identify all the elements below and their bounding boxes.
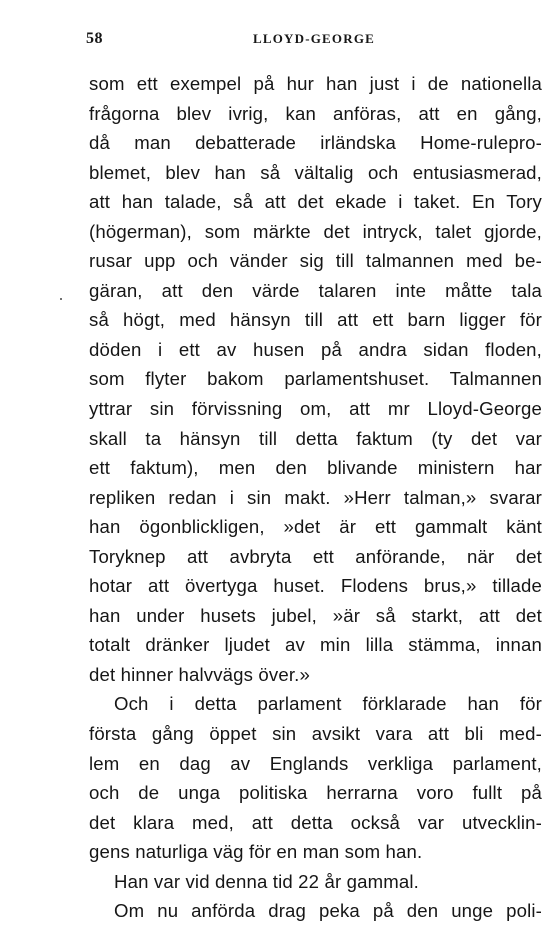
text-line: så högt, med hänsyn till att ett barn ligger för [89, 309, 542, 331]
text-line: ett faktum), men den blivande ministern har [89, 457, 542, 479]
text-line: att han talade, så att det ekade i taket. En Tory [89, 191, 542, 213]
text-line: frågorna blev ivrig, kan anföras, att en gång, [89, 102, 542, 124]
stray-ink-mark [60, 298, 62, 300]
text-line: första gång öppet sin avsikt vara att bli med- [89, 723, 542, 745]
text-line: Han var vid denna tid 22 år gammal. [114, 870, 419, 892]
text-line: yttrar sin förvissning om, att mr Lloyd-George [89, 398, 542, 420]
text-line: gens naturliga väg för en man som han. [89, 841, 423, 863]
body-text [89, 69, 542, 926]
text-line: han ögonblickligen, »det är ett gammalt känt [89, 516, 542, 538]
text-line: som flyter bakom parlamentshuset. Talmannen [89, 368, 542, 390]
page-number: 58 [86, 30, 103, 47]
text-line: Om nu anförda drag peka på den unge poli- [114, 900, 542, 922]
text-line: blemet, blev han så vältalig och entusiasmerad, [89, 161, 542, 183]
text-line: som ett exempel på hur han just i de nationella [89, 73, 542, 94]
text-line: repliken redan i sin makt. »Herr talman,» svarar [89, 486, 542, 508]
page-header [86, 30, 542, 54]
text-line: hotar att övertyga huset. Flodens brus,» tillade [89, 575, 542, 597]
text-line: det hinner halvvägs över.» [89, 663, 310, 685]
text-line: han under husets jubel, »är så starkt, att det [89, 604, 542, 626]
text-line: det klara med, att detta också var utvecklin- [89, 811, 542, 833]
text-line: Toryknep att avbryta ett anförande, när det [89, 545, 542, 567]
text-line: (högerman), som märkte det intryck, talet gjorde, [89, 220, 542, 242]
text-line: totalt dränker ljudet av min lilla stämma, innan [89, 634, 542, 656]
text-line: lem en dag av Englands verkliga parlament, [89, 752, 542, 774]
text-line: skall ta hänsyn till detta faktum (ty det var [89, 427, 542, 449]
text-line: Och i detta parlament förklarade han för [114, 693, 542, 715]
text-line: då man debatterade irländska Home-rulepro- [89, 132, 542, 154]
running-head: LLOYD-GEORGE [252, 31, 376, 46]
text-line: döden i ett av husen på andra sidan floden, [89, 338, 542, 360]
text-line: och de unga politiska herrarna voro fullt på [89, 782, 542, 804]
text-line: rusar upp och vänder sig till talmannen med be- [89, 250, 542, 272]
text-line: gäran, att den värde talaren inte måtte tala [89, 279, 542, 301]
